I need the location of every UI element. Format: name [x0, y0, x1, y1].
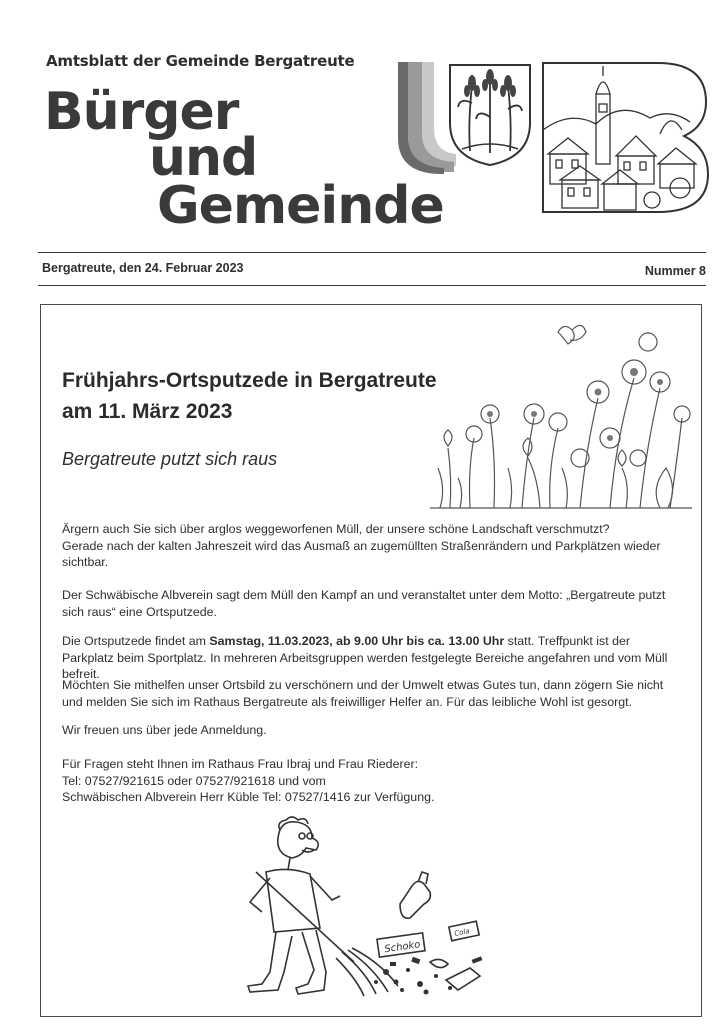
paragraph-1 [62, 521, 680, 571]
paragraph-3 [62, 633, 680, 683]
paragraph-1-line-1: Ärgern auch Sie sich über arglos weggeworfenen Müll, der unsere schöne Landschaft verschmutzt? [62, 522, 610, 536]
header-rule-top [38, 252, 706, 253]
paragraph-4: Möchten Sie mithelfen unser Ortsbild zu verschönern und der Umwelt etwas Gutes tun, dann zögern Sie nicht und melden Sie sich im Rathaus Bergatreute als freiwilliger Helfer an. Für das leibliche Wohl ist gesorgt. [62, 678, 664, 709]
header-rule-bottom [38, 285, 706, 286]
article-subheadline: Bergatreute putzt sich raus [62, 449, 278, 469]
trash-label-cola: Cola [453, 926, 471, 938]
paragraph-3-start: Die Ortsputzede findet am [62, 634, 210, 648]
paragraph-2: Der Schwäbische Albverein sagt dem Müll den Kampf an und veranstaltet unter dem Motto: „Bergatreute putzt sich raus“ eine Ortsputzede. [62, 588, 666, 619]
contact-line-1: Für Fragen steht Ihnen im Rathaus Frau Ibraj und Frau Riederer: [62, 757, 419, 771]
title-word-buerger: Bürger [44, 82, 239, 142]
headline-line-1: Frühjahrs-Ortsputzede in Bergatreute [62, 369, 437, 392]
contact-line-2: Tel: 07527/921615 oder 07527/921618 und vom [62, 773, 326, 788]
issue-place-date: Bergatreute, den 24. Februar 2023 [42, 261, 244, 275]
contact-line-3: Schwäbischen Albverein Herr Küble Tel: 07527/1416 zur Verfügung. [62, 790, 435, 804]
paragraph-5: Wir freuen uns über jede Anmeldung. [62, 723, 267, 737]
coat-of-arms-icon [448, 63, 532, 167]
event-date-time: Samstag, 11.03.2023, ab 9.00 Uhr bis ca. 13.00 Uhr [209, 634, 505, 648]
contact-block [62, 756, 680, 806]
title-word-und: und [149, 128, 258, 188]
article-headline [62, 365, 437, 427]
gazette-name: Amtsblatt der Gemeinde Bergatreute [46, 52, 355, 70]
spring-flowers-illustration-icon [430, 318, 692, 514]
paragraph-1-line-2: Gerade nach der kalten Jahreszeit wird das Ausmaß an zugemüllten Straßenrändern und Parkplätzen wieder sichtbar. [62, 538, 661, 569]
title-word-gemeinde: Gemeinde [157, 176, 444, 236]
issue-number: Nummer 8 [644, 264, 706, 278]
sweeping-man-illustration-icon [236, 812, 506, 1002]
decorative-arcs-icon [396, 62, 456, 174]
headline-line-2: am 11. März 2023 [62, 400, 233, 423]
trash-label-schoko: Schoko [383, 939, 422, 956]
town-b-logo-icon [540, 60, 712, 216]
paragraph-3-end: statt. Treffpunkt ist der Parkplatz beim Sportplatz. In mehreren Arbeitsgruppen werden festgelegte Bereiche angefahren und vom Müll befreit. [62, 634, 668, 681]
